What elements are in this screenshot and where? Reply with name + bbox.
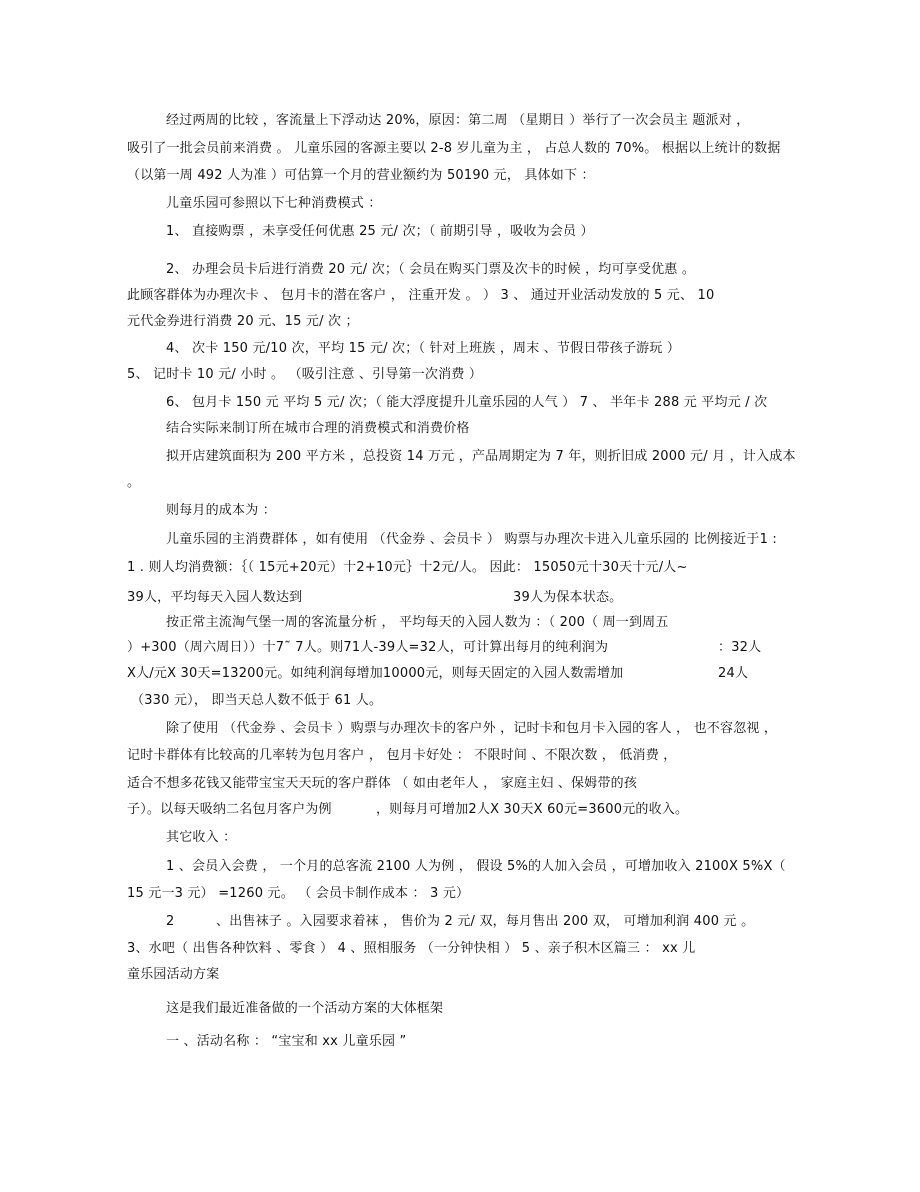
paragraph-line: 其它收入 ： — [166, 830, 237, 845]
paragraph-line: 按正常主流淘气堡一周的客流量分析 ， 平均每天的入园人数为 ：（ 200（ 周一到周五 — [166, 615, 669, 630]
list-item: 5、 记时卡 10 元/ 小时 。 （吸引注意 、引导第一次消费 ） — [127, 367, 483, 382]
paragraph-line: （330 元）， 即当天总人数不低于 61 人。 — [131, 693, 383, 708]
list-item: 6、 包月卡 150 元 平均 5 元/ 次；（ 能大浮度提升儿童乐园的人气 ） 7 、 半年卡 288 元 平均元 / 次 — [166, 395, 768, 410]
paragraph-line: 拟开店建筑面积为 200 平方米 ，总投资 14 万元 ，产品周期定为 7 年，则折旧成 2000 元/ 月 ，计入成本 — [166, 449, 796, 464]
paragraph-line: 记时卡群体有比较高的几率转为包月客户 ， 包月卡好处 ： 不限时间 、不限次数 ， 低消费 ， — [127, 748, 677, 763]
paragraph-line: 儿童乐园可参照以下七种消费模式 ： — [166, 196, 382, 211]
paragraph-line: 结合实际来制订所在城市合理的消费模式和消费价格 — [166, 421, 470, 436]
paragraph-line: 。 — [127, 475, 141, 490]
paragraph-line: 除了使用 （代金券 、会员卡 ）购票与办理次卡的客户外 ，记时卡和包月卡入园的客人 ， 也不容忽视 ， — [166, 721, 778, 736]
paragraph-line: 子）。以每天吸纳二名包月客户为例 — [127, 802, 332, 817]
paragraph-line: 15 元一3 元） =1260 元。 （ 会员卡制作成本 ： 3 元） — [127, 886, 470, 901]
paragraph-line: ，则每月可增加2人X 30天X 60元=3600元的收入。 — [376, 802, 689, 817]
paragraph-line: 元代金券进行消费 20 元、15 元/ 次 ； — [127, 314, 359, 329]
list-item: 1 、会员入会费 ， 一个月的总客流 2100 人为例 ， 假设 5%的人加入会员 ，可增加收入 2100X 5%X（ — [166, 859, 786, 874]
paragraph-line: 吸引了一批会员前来消费 。 儿童乐园的客源主要以 2-8 岁儿童为主 ， 占总人数的 70%。 根据以上统计的数据 — [127, 141, 781, 156]
paragraph-line: 这是我们最近准备做的一个活动方案的大体框架 — [166, 1001, 444, 1016]
paragraph-line: X人/元X 30天=13200元。如纯利润每增加10000元，则每天固定的入园人数需增加 — [127, 666, 624, 681]
paragraph-line: 39人，平均每天入园人数达到 — [127, 590, 303, 605]
paragraph-line: ）+300（周六周日））十7˜ 7人。则71人-39人=32人，可计算出每月的纯利润为 — [127, 640, 609, 655]
paragraph-line: 此顾客群体为办理次卡 、 包月卡的潜在客户 ， 注重开发 。 ） 3 、 通过开业活动发放的 5 元、 10 — [127, 288, 715, 303]
paragraph-line: 39人为保本状态。 — [513, 590, 623, 605]
paragraph-line: 童乐园活动方案 — [127, 967, 220, 982]
list-item: 3、水吧（ 出售各种饮料 、零食 ） 4 、照相服务 （一分钟快相 ） 5 、亲子积木区篇三 ： xx 儿 — [127, 941, 696, 956]
paragraph-line: 适合不想多花钱又能带宝宝天天玩的客户群体 （ 如由老年人 ， 家庭主妇 、保姆带的孩 — [127, 776, 638, 791]
list-item: 2、 办理会员卡后进行消费 20 元/ 次；（ 会员在购买门票及次卡的时候 ，均可享受优惠 。 — [166, 262, 696, 277]
paragraph-line: （以第一周 492 人为准 ）可估算一个月的营业额约为 50190 元， 具体如下 ： — [127, 168, 595, 183]
list-item: 1、 直接购票 ，未享受任何优惠 25 元/ 次；（ 前期引导 ，吸收为会员 ） — [166, 224, 594, 239]
section-heading: 一 、活动名称 ： “宝宝和 xx 儿童乐园 ” — [166, 1034, 407, 1049]
paragraph-line: 24人 — [718, 666, 749, 681]
paragraph-line: 1 . 则人均消费额：｛（ 15元+20元）十2+10元｝十2元/人。 因此： 15050元十30天十元/人~ — [127, 560, 688, 575]
list-item: 4、 次卡 150 元/10 次，平均 15 元/ 次；（ 针对上班族 ，周末 、节假日带孩子游玩 ） — [166, 341, 681, 356]
list-item: 2 — [166, 914, 175, 929]
paragraph-line: 则每月的成本为 ： — [166, 503, 276, 518]
paragraph-line: 儿童乐园的主消费群体 ，如有使用 （代金券 、会员卡 ） 购票与办理次卡进入儿童乐园的 比例接近于1 : — [166, 532, 777, 547]
paragraph-line: ：32人 — [718, 640, 762, 655]
paragraph-line: 经过两周的比较 ，客流量上下浮动达 20%，原因：第二周 （星期日 ）举行了一次会员主 题派对 ， — [166, 113, 750, 128]
paragraph-line: 、出售袜子 。入园要求着袜 ， 售价为 2 元/ 双，每月售出 200 双， 可增加利润 400 元 。 — [216, 914, 755, 929]
